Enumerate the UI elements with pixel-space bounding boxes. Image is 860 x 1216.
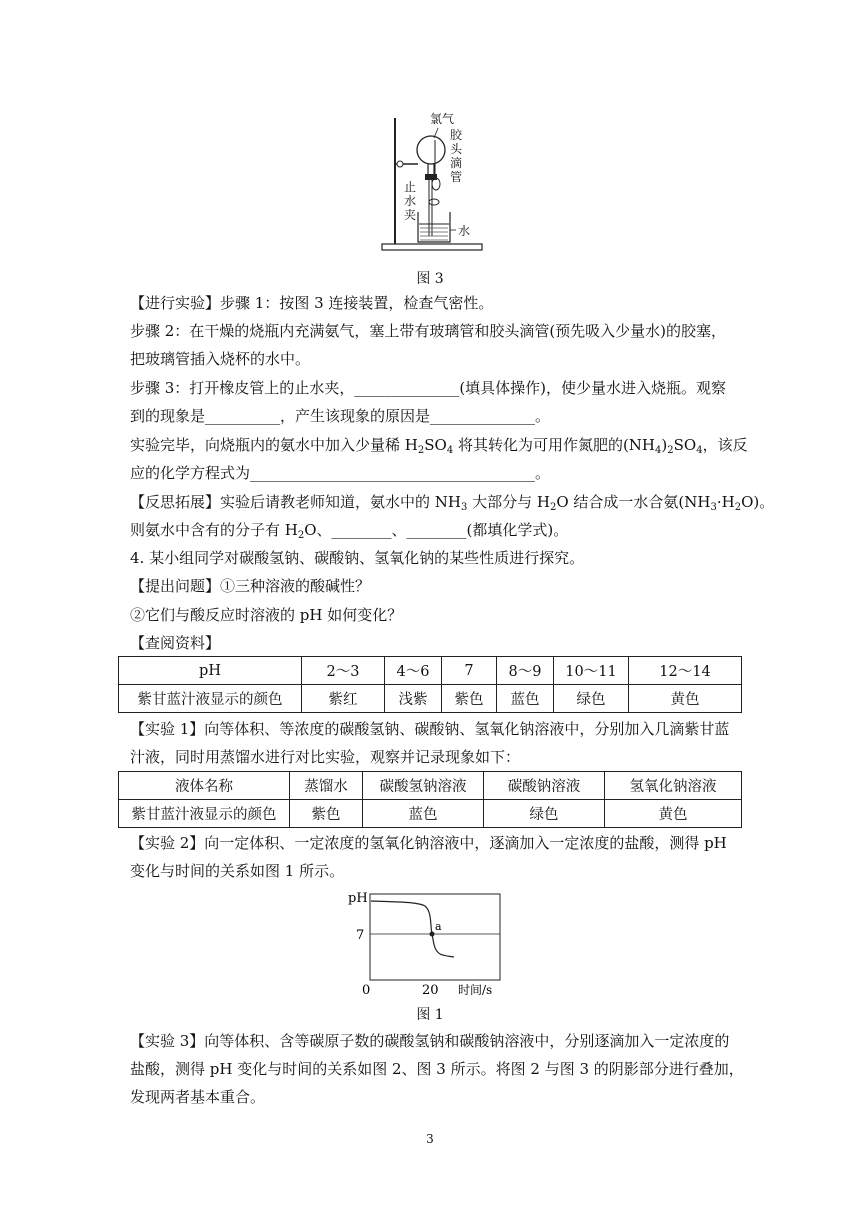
label-clamp: 止水夹 <box>404 180 417 222</box>
table-cell: 4～6 <box>385 657 442 685</box>
ph-time-chart <box>340 884 520 1000</box>
table-cell: 8～9 <box>497 657 554 685</box>
table-cell: 液体名称 <box>119 772 290 800</box>
text-line: 盐酸，测得 pH 变化与时间的关系如图 2、图 3 所示。将图 2 与图 3 的阴影部分进行叠加， <box>130 1060 744 1078</box>
text-line: 实验完毕，向烧瓶内的氨水中加入少量稀 $H_2SO_4$ 将其转化为可用作氮肥的$(NH_4)_2SO_4$，该反 <box>130 436 748 456</box>
text-line: 步骤 3：打开橡皮管上的止水夹，______________(填具体操作)，使少量水进入烧瓶。观察 <box>130 379 727 397</box>
text-line: 汁液，同时用蒸馏水进行对比实验，观察并记录现象如下： <box>130 748 521 766</box>
text-line: 发现两者基本重合。 <box>130 1088 266 1106</box>
table-cell: 蓝色 <box>363 800 484 828</box>
x-axis-label: 时间/s <box>458 983 493 997</box>
liquid-color-table <box>118 771 742 828</box>
table-cell: 紫红 <box>302 685 385 713</box>
table-cell: 紫甘蓝汁液显示的颜色 <box>119 800 290 828</box>
table-cell: 碳酸钠溶液 <box>484 772 605 800</box>
experiment-3-line: 【实验 3】向等体积、含等碳原子数的碳酸氢钠和碳酸钠溶液中，分别逐滴加入一定浓度的 <box>130 1032 730 1050</box>
text-line: 到的现象是__________，产生该现象的原因是______________。 <box>130 407 551 425</box>
label-dropper: 胶头滴管 <box>450 128 463 184</box>
table-cell: 紫色 <box>442 685 497 713</box>
question-4-heading: 4. 某小组同学对碳酸氢钠、碳酸钠、氢氧化钠的某些性质进行探究。 <box>130 549 585 567</box>
page-number: 3 <box>426 1132 434 1146</box>
table-row <box>119 800 742 828</box>
table-cell: 黄色 <box>605 800 742 828</box>
table-cell: 浅紫 <box>385 685 442 713</box>
text-line: 步骤 2：在干燥的烧瓶内充满氨气，塞上带有玻璃管和胶头滴管(预先吸入少量水)的胶塞， <box>130 322 727 340</box>
table-cell: 氢氧化钠溶液 <box>605 772 742 800</box>
text-line: 变化与时间的关系如图 1 所示。 <box>130 862 345 880</box>
table-cell: 10～11 <box>554 657 629 685</box>
text-line: 把玻璃管插入烧杯的水中。 <box>130 350 311 368</box>
table-row <box>119 685 742 713</box>
table-row <box>119 657 742 685</box>
table-cell: 7 <box>442 657 497 685</box>
apparatus-figure <box>378 108 490 254</box>
table-cell: 绿色 <box>554 685 629 713</box>
table-cell: pH <box>119 657 302 685</box>
experiment-2-line: 【实验 2】向一定体积、一定浓度的氢氧化钠溶液中，逐滴加入一定浓度的盐酸，测得 pH <box>130 834 727 852</box>
table-cell: 紫甘蓝汁液显示的颜色 <box>119 685 302 713</box>
text-line: 【提出问题】①三种溶液的酸碱性？ <box>130 577 371 595</box>
table-cell: 蒸馏水 <box>290 772 363 800</box>
text-line: 应的化学方程式为______________________________________。 <box>130 464 551 482</box>
x-tick-20: 20 <box>422 983 439 998</box>
experiment-1-line: 【实验 1】向等体积、等浓度的碳酸氢钠、碳酸钠、氢氧化钠溶液中，分别加入几滴紫甘蓝 <box>130 720 730 738</box>
figure1-caption: 图 1 <box>416 1007 444 1023</box>
table-cell: 绿色 <box>484 800 605 828</box>
label-water: 水 <box>458 224 471 238</box>
table-cell: 12～14 <box>629 657 742 685</box>
x-tick-0: 0 <box>362 983 371 998</box>
table-cell: 蓝色 <box>497 685 554 713</box>
table-cell: 碳酸氢钠溶液 <box>363 772 484 800</box>
point-a-label: a <box>435 920 442 933</box>
text-line: 【进行实验】步骤 1：按图 3 连接装置，检查气密性。 <box>130 294 494 312</box>
text-line: 则氨水中含有的分子有 $H_2O$、________、________(都填化学式)。 <box>130 521 569 541</box>
table-row <box>119 772 742 800</box>
label-chlorine: 氯气 <box>430 112 455 126</box>
figure3-caption: 图 3 <box>416 271 444 287</box>
text-line: ②它们与酸反应时溶液的 pH 如何变化？ <box>130 606 403 624</box>
y-tick-7: 7 <box>356 928 365 943</box>
table-cell: 紫色 <box>290 800 363 828</box>
y-axis-label: pH <box>348 891 368 906</box>
ph-color-table <box>118 656 742 713</box>
table-cell: 2～3 <box>302 657 385 685</box>
text-line: 【查阅资料】 <box>130 634 221 652</box>
table-cell: 黄色 <box>629 685 742 713</box>
text-line: 【反思拓展】实验后请教老师知道，氨水中的 $NH_3$ 大部分与 $H_2O$ 结合成一水合氨$(NH_3\cdot H_2O)$。 <box>130 493 775 513</box>
